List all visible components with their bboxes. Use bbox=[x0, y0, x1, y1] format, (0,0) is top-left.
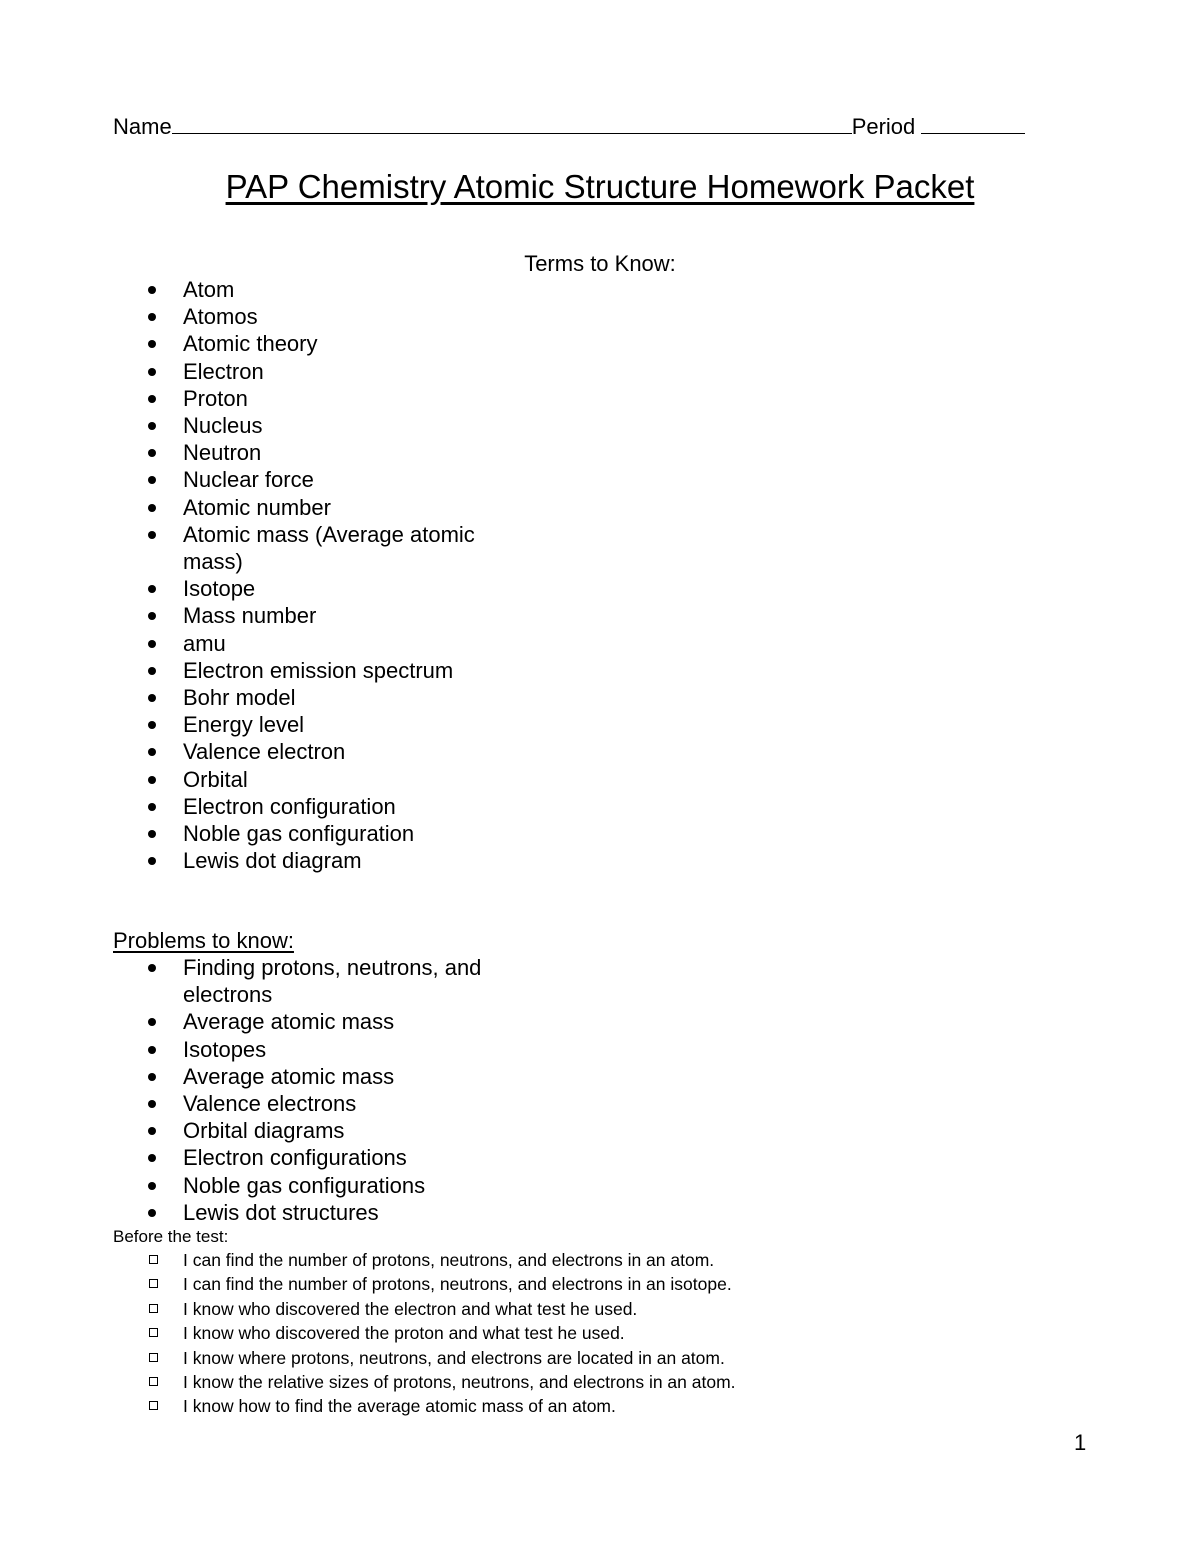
problem-item-text: Lewis dot structures bbox=[183, 1199, 379, 1225]
bullet-icon bbox=[148, 1018, 156, 1026]
term-item-text: amu bbox=[183, 630, 226, 656]
term-item bbox=[0, 684, 503, 711]
checkbox-icon[interactable] bbox=[149, 1353, 158, 1362]
bullet-icon bbox=[148, 286, 156, 294]
term-item-text: Electron bbox=[183, 358, 264, 384]
checklist-item-text: I can find the number of protons, neutrons, and electrons in an isotope. bbox=[183, 1274, 732, 1295]
name-period-line bbox=[113, 114, 1025, 140]
term-item bbox=[0, 847, 503, 874]
checklist-item bbox=[0, 1394, 736, 1418]
bullet-icon bbox=[148, 585, 156, 593]
terms-heading: Terms to Know: bbox=[524, 251, 676, 276]
problem-item bbox=[0, 1144, 503, 1171]
bullet-icon bbox=[148, 803, 156, 811]
term-item-text: Mass number bbox=[183, 603, 317, 629]
problem-item-text: Average atomic mass bbox=[183, 1063, 395, 1089]
term-item bbox=[0, 385, 503, 412]
bullet-icon bbox=[148, 776, 156, 784]
terms-list bbox=[0, 276, 503, 874]
term-item-text: Atomos bbox=[183, 304, 258, 330]
bullet-icon bbox=[148, 313, 156, 321]
bullet-icon bbox=[148, 340, 156, 348]
bullet-icon bbox=[148, 1073, 156, 1081]
term-item-text: Atomic number bbox=[183, 494, 331, 520]
term-item-text: Energy level bbox=[183, 712, 305, 738]
bullet-icon bbox=[148, 1182, 156, 1190]
checkbox-icon[interactable] bbox=[149, 1304, 158, 1313]
bullet-icon bbox=[148, 694, 156, 702]
period-blank[interactable] bbox=[921, 115, 1025, 134]
checklist-item bbox=[0, 1346, 736, 1370]
bullet-icon bbox=[148, 476, 156, 484]
bullet-icon bbox=[148, 395, 156, 403]
term-item-text: Bohr model bbox=[183, 685, 296, 711]
term-item-text: Nucleus bbox=[183, 413, 263, 439]
term-item bbox=[0, 575, 503, 602]
bullet-icon bbox=[148, 612, 156, 620]
checkbox-icon[interactable] bbox=[149, 1328, 158, 1337]
bullet-icon bbox=[148, 748, 156, 756]
bullet-icon bbox=[148, 721, 156, 729]
problems-list bbox=[0, 954, 503, 1226]
term-item-text: Atom bbox=[183, 277, 235, 302]
problem-item bbox=[0, 954, 503, 1008]
problem-item-text: Valence electrons bbox=[183, 1091, 357, 1117]
term-item-text: Proton bbox=[183, 385, 248, 411]
term-item bbox=[0, 602, 503, 629]
checklist-item bbox=[0, 1248, 736, 1272]
checkbox-icon[interactable] bbox=[149, 1377, 158, 1386]
term-item bbox=[0, 494, 503, 521]
term-item-text: Atomic mass (Average atomic mass) bbox=[183, 521, 475, 575]
bullet-icon bbox=[148, 504, 156, 512]
bullet-icon bbox=[148, 531, 156, 539]
checkbox-icon[interactable] bbox=[149, 1255, 158, 1264]
bullet-icon bbox=[148, 964, 156, 972]
term-item-text: Orbital bbox=[183, 766, 248, 792]
bullet-icon bbox=[148, 667, 156, 675]
term-item bbox=[0, 276, 503, 303]
page-title: PAP Chemistry Atomic Structure Homework Packet bbox=[225, 168, 975, 205]
problem-item-text: Average atomic mass bbox=[183, 1009, 395, 1035]
checklist-item-text: I can find the number of protons, neutrons, and electrons in an atom. bbox=[183, 1250, 715, 1270]
term-item-text: Neutron bbox=[183, 440, 262, 466]
term-item bbox=[0, 738, 503, 765]
checklist-item-text: I know how to find the average atomic mass of an atom. bbox=[183, 1396, 616, 1417]
term-item bbox=[0, 303, 503, 330]
term-item bbox=[0, 766, 503, 793]
checklist-item-text: I know the relative sizes of protons, neutrons, and electrons in an atom. bbox=[183, 1372, 736, 1393]
term-item-text: Valence electron bbox=[183, 739, 346, 765]
problem-item-text: Noble gas configurations bbox=[183, 1172, 426, 1198]
term-item bbox=[0, 630, 503, 657]
bullet-icon bbox=[148, 449, 156, 457]
term-item-text: Nuclear force bbox=[183, 467, 314, 493]
term-item bbox=[0, 412, 503, 439]
checklist-item bbox=[0, 1370, 736, 1394]
problem-item-text: Orbital diagrams bbox=[183, 1118, 345, 1144]
term-item-text: Lewis dot diagram bbox=[183, 848, 362, 874]
problem-item bbox=[0, 1117, 503, 1144]
period-label: Period bbox=[851, 114, 916, 139]
checklist-item-text: I know who discovered the proton and what test he used. bbox=[183, 1323, 625, 1344]
bullet-icon bbox=[148, 1127, 156, 1135]
problem-item bbox=[0, 1008, 503, 1035]
bullet-icon bbox=[148, 857, 156, 865]
problem-item bbox=[0, 1036, 503, 1063]
problem-item-text: Isotopes bbox=[183, 1036, 267, 1062]
problem-item-text: Electron configurations bbox=[183, 1145, 407, 1171]
term-item-text: Noble gas configuration bbox=[183, 821, 415, 847]
problem-item bbox=[0, 1063, 503, 1090]
bullet-icon bbox=[148, 1100, 156, 1108]
term-item bbox=[0, 793, 503, 820]
before-test-heading: Before the test: bbox=[113, 1227, 229, 1246]
bullet-icon bbox=[148, 368, 156, 376]
term-item bbox=[0, 820, 503, 847]
problem-item bbox=[0, 1199, 503, 1226]
term-item-text: Electron configuration bbox=[183, 793, 396, 819]
term-item bbox=[0, 466, 503, 493]
term-item-text: Isotope bbox=[183, 576, 256, 602]
checklist-item-text: I know where protons, neutrons, and electrons are located in an atom. bbox=[183, 1347, 725, 1368]
problem-item-text: Finding protons, neutrons, and electrons bbox=[183, 955, 482, 1008]
bullet-icon bbox=[148, 830, 156, 838]
checkbox-icon[interactable] bbox=[149, 1279, 158, 1288]
bullet-icon bbox=[148, 422, 156, 430]
term-item-text: Atomic theory bbox=[183, 331, 318, 357]
problems-heading: Problems to know: bbox=[113, 928, 294, 953]
term-item bbox=[0, 358, 503, 385]
term-item bbox=[0, 330, 503, 357]
checklist-item-text: I know who discovered the electron and what test he used. bbox=[183, 1298, 638, 1319]
bullet-icon bbox=[148, 1209, 156, 1217]
before-test-checklist bbox=[0, 1248, 736, 1419]
term-item bbox=[0, 657, 503, 684]
page-number: 1 bbox=[1074, 1430, 1087, 1455]
problem-item bbox=[0, 1090, 503, 1117]
checkbox-icon[interactable] bbox=[149, 1401, 158, 1410]
term-item-text: Electron emission spectrum bbox=[183, 657, 454, 683]
term-item bbox=[0, 521, 503, 575]
term-item bbox=[0, 711, 503, 738]
term-item bbox=[0, 439, 503, 466]
name-blank[interactable] bbox=[172, 115, 852, 134]
checklist-item bbox=[0, 1297, 736, 1321]
checklist-item bbox=[0, 1321, 736, 1345]
problem-item bbox=[0, 1172, 503, 1199]
bullet-icon bbox=[148, 1154, 156, 1162]
checklist-item bbox=[0, 1272, 736, 1296]
bullet-icon bbox=[148, 640, 156, 648]
bullet-icon bbox=[148, 1046, 156, 1054]
name-label: Name bbox=[113, 114, 172, 139]
